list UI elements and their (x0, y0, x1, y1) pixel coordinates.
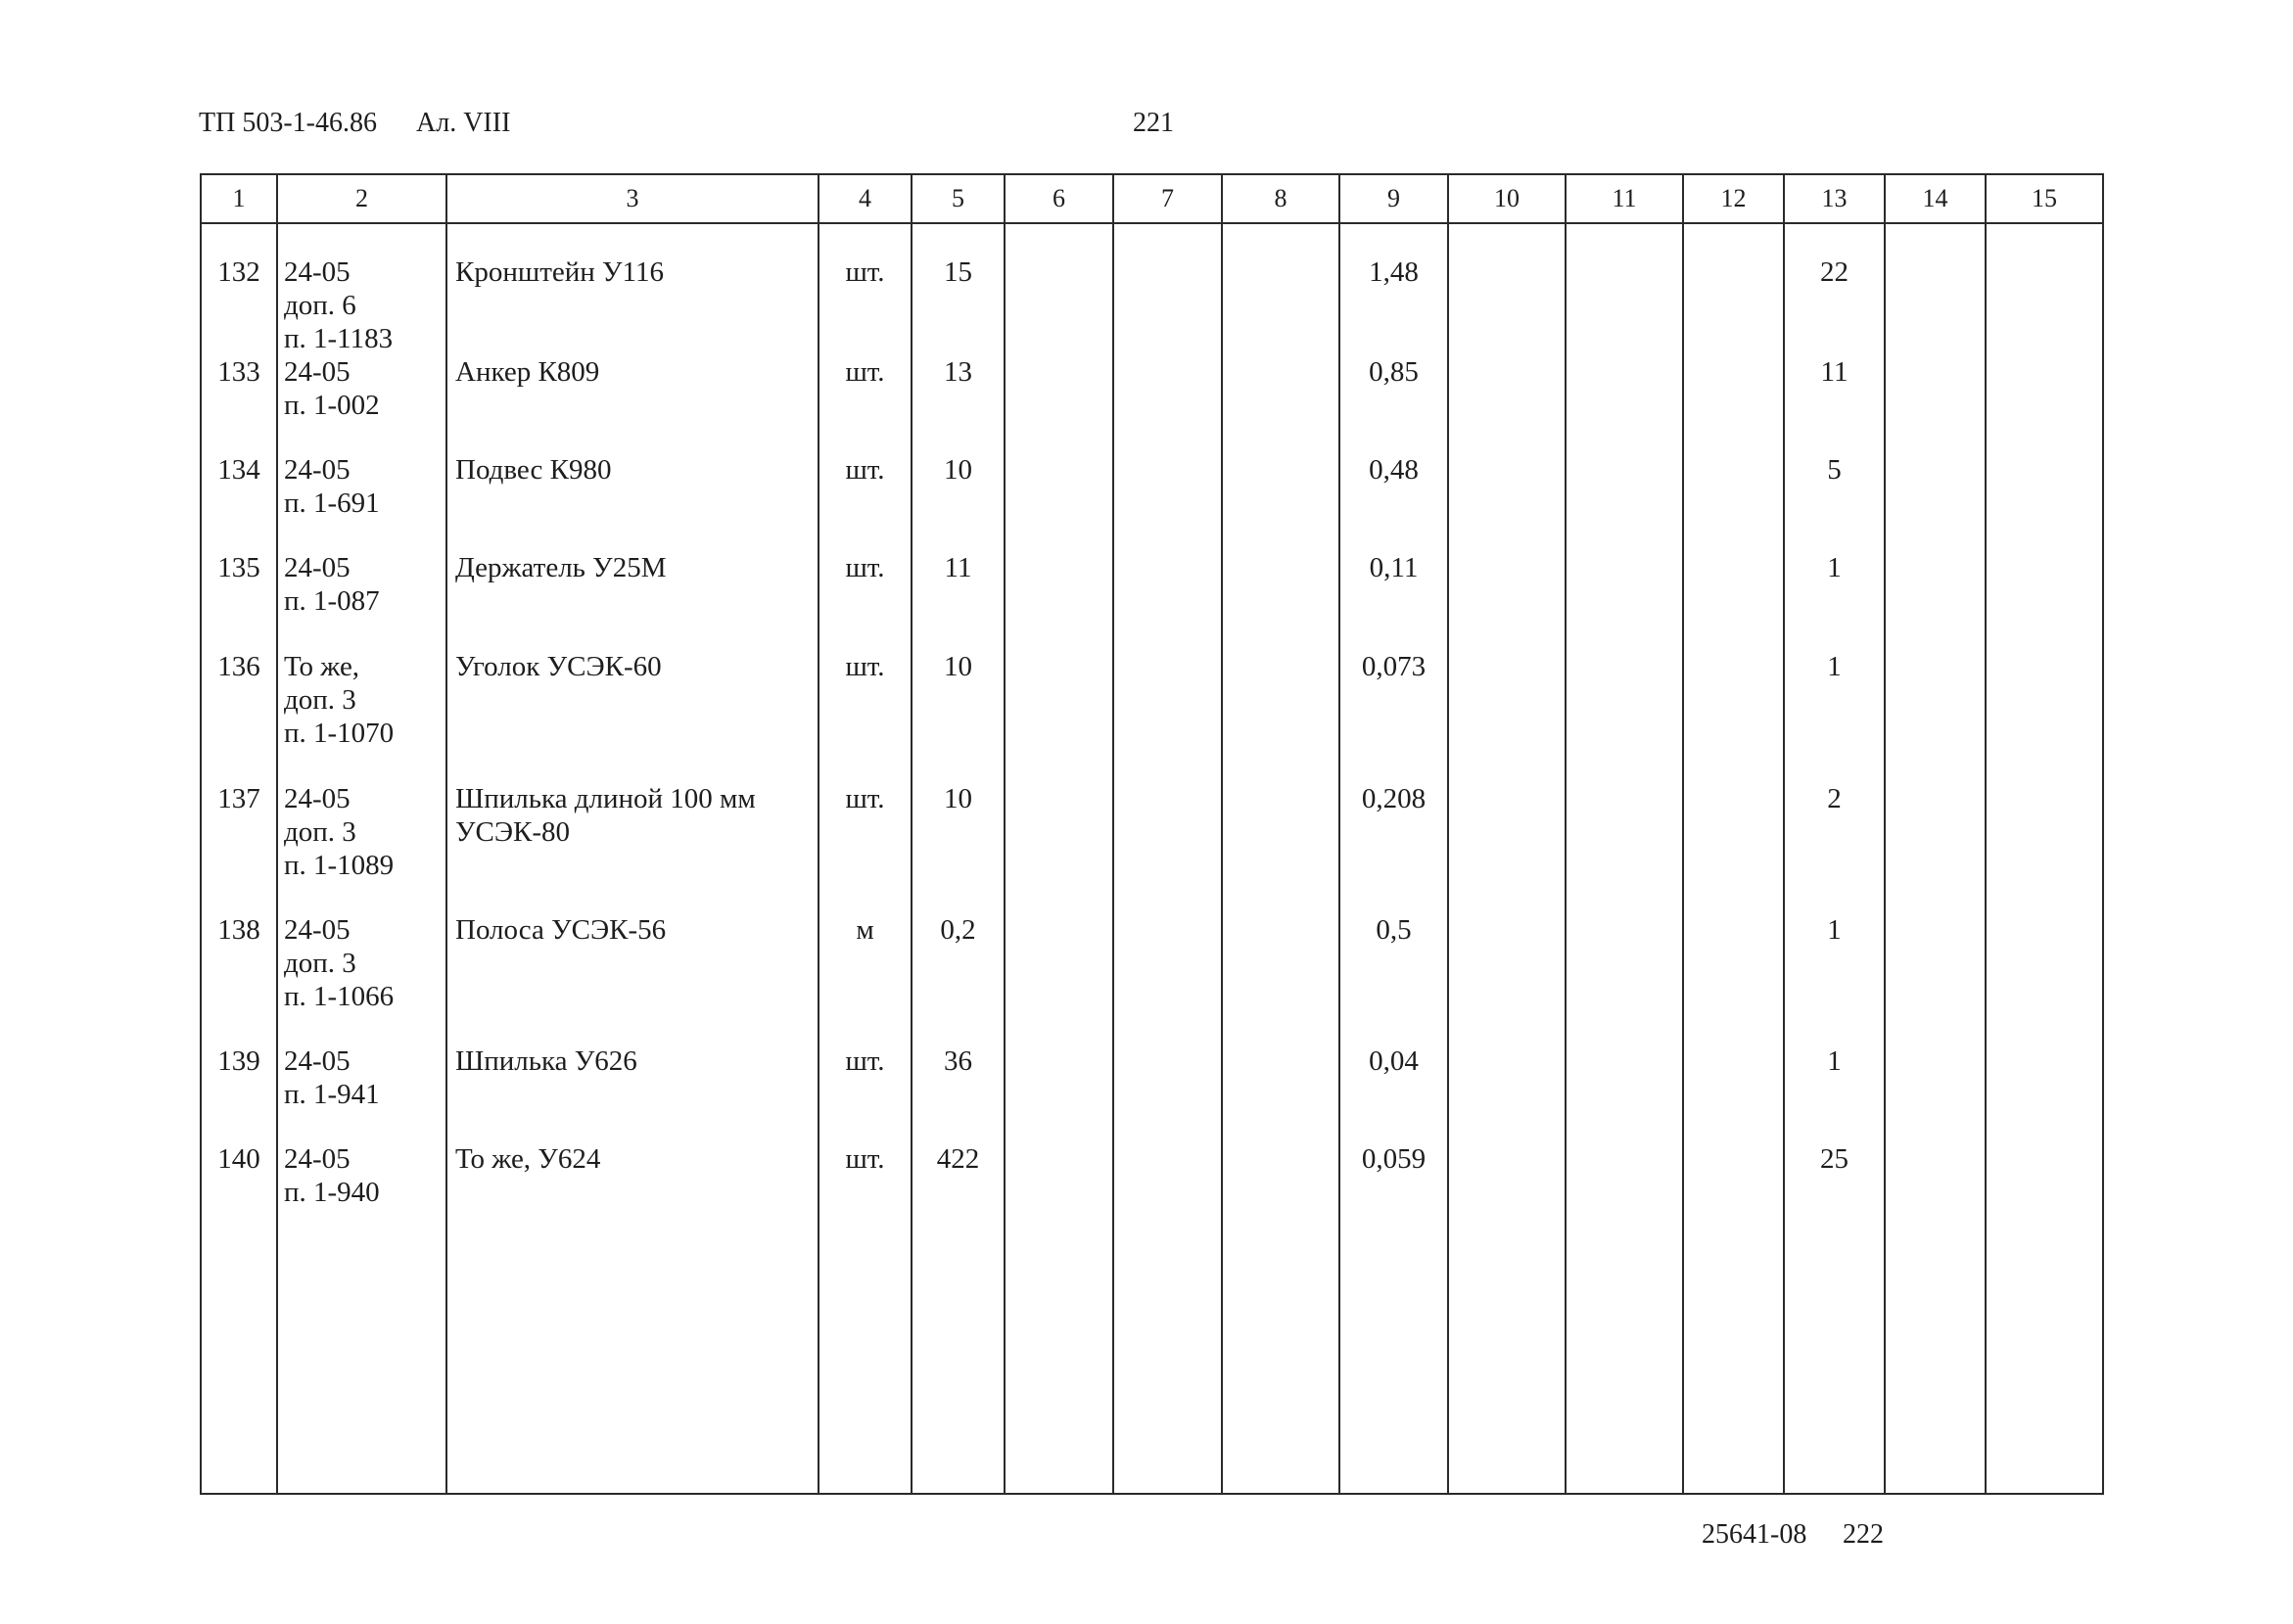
empty-cell (1448, 650, 1566, 782)
weight-cell: 0,208 (1339, 782, 1448, 913)
total-cell: 11 (1784, 355, 1885, 453)
table-row (201, 913, 2103, 1044)
empty-cell (1448, 223, 1566, 355)
reference-cell (277, 782, 446, 913)
unit-cell: шт. (819, 551, 912, 650)
empty-cell (1683, 650, 1784, 782)
item-number: 135 (201, 551, 277, 650)
reference-cell (277, 1044, 446, 1142)
empty-cell (1566, 913, 1683, 1044)
empty-cell (819, 1240, 912, 1494)
total-cell: 22 (1784, 223, 1885, 355)
empty-cell (1885, 1240, 1986, 1494)
total-cell: 1 (1784, 650, 1885, 782)
table-row (201, 1044, 2103, 1142)
reference-cell (277, 355, 446, 453)
column-header: 12 (1683, 174, 1784, 223)
cell-line: Уголок УСЭК-60 (455, 651, 662, 682)
cell-line: п. 1-941 (284, 1079, 380, 1110)
document-code: ТП 503-1-46.86 (199, 108, 377, 138)
cell-line: 24-05 (284, 454, 351, 486)
cell-line: п. 1-940 (284, 1177, 380, 1208)
empty-cell (1566, 650, 1683, 782)
unit-cell: шт. (819, 453, 912, 551)
unit-cell: м (819, 913, 912, 1044)
empty-cell (1222, 913, 1339, 1044)
unit-cell: шт. (819, 1142, 912, 1240)
empty-cell (1448, 453, 1566, 551)
quantity-cell: 10 (912, 650, 1005, 782)
item-number: 134 (201, 453, 277, 551)
table-row (201, 355, 2103, 453)
empty-cell (446, 1240, 819, 1494)
total-cell: 1 (1784, 913, 1885, 1044)
item-number: 132 (201, 223, 277, 355)
quantity-cell: 13 (912, 355, 1005, 453)
reference-cell (277, 223, 446, 355)
reference-cell (277, 551, 446, 650)
empty-cell (1113, 1240, 1222, 1494)
empty-cell (201, 1240, 277, 1494)
cell-line: Кронштейн У116 (455, 256, 664, 288)
cell-line: доп. 6 (284, 290, 356, 321)
item-number: 139 (201, 1044, 277, 1142)
item-name-cell (446, 355, 819, 453)
empty-cell (1885, 223, 1986, 355)
empty-cell (1448, 355, 1566, 453)
empty-cell (1986, 1240, 2103, 1494)
empty-cell (1683, 782, 1784, 913)
empty-cell (1113, 1142, 1222, 1240)
cell-line: доп. 3 (284, 816, 356, 848)
cell-line: 24-05 (284, 1045, 351, 1077)
column-header: 7 (1113, 174, 1222, 223)
cell-line: 24-05 (284, 552, 351, 583)
unit-cell: шт. (819, 650, 912, 782)
table-row (201, 551, 2103, 650)
cell-line: Полоса УСЭК-56 (455, 914, 667, 946)
table-row (201, 223, 2103, 355)
cell-line: доп. 3 (284, 948, 356, 979)
weight-cell: 0,073 (1339, 650, 1448, 782)
column-header: 6 (1005, 174, 1113, 223)
cell-line: 24-05 (284, 356, 351, 388)
empty-cell (1885, 355, 1986, 453)
cell-line: 24-05 (284, 914, 351, 946)
empty-cell (1566, 355, 1683, 453)
quantity-cell: 0,2 (912, 913, 1005, 1044)
empty-cell (277, 1240, 446, 1494)
empty-cell (1113, 355, 1222, 453)
empty-cell (1222, 551, 1339, 650)
table-row (201, 782, 2103, 913)
empty-cell (1222, 1044, 1339, 1142)
empty-cell (1222, 1240, 1339, 1494)
empty-cell (1005, 355, 1113, 453)
item-number: 140 (201, 1142, 277, 1240)
weight-cell: 0,11 (1339, 551, 1448, 650)
empty-cell (1683, 1240, 1784, 1494)
cell-line: 24-05 (284, 1143, 351, 1175)
item-number: 138 (201, 913, 277, 1044)
empty-cell (1448, 782, 1566, 913)
empty-cell (1885, 551, 1986, 650)
column-header: 2 (277, 174, 446, 223)
empty-cell (1683, 551, 1784, 650)
empty-cell (1113, 913, 1222, 1044)
unit-cell: шт. (819, 223, 912, 355)
empty-cell (1986, 453, 2103, 551)
empty-cell (1566, 1240, 1683, 1494)
cell-line: Подвес К980 (455, 454, 612, 486)
weight-cell: 0,04 (1339, 1044, 1448, 1142)
column-header: 15 (1986, 174, 2103, 223)
cell-line: п. 1-1066 (284, 981, 395, 1012)
item-name-cell (446, 913, 819, 1044)
quantity-cell: 10 (912, 782, 1005, 913)
weight-cell: 0,059 (1339, 1142, 1448, 1240)
empty-cell (912, 1240, 1005, 1494)
empty-cell (1005, 551, 1113, 650)
empty-cell (1005, 223, 1113, 355)
column-header: 9 (1339, 174, 1448, 223)
empty-cell (1566, 223, 1683, 355)
empty-cell (1222, 355, 1339, 453)
cell-line: п. 1-1183 (284, 323, 394, 354)
empty-cell (1005, 913, 1113, 1044)
empty-cell (1683, 355, 1784, 453)
cell-line: То же, (284, 651, 360, 682)
empty-cell (1885, 1142, 1986, 1240)
column-number-row (201, 174, 2103, 223)
column-header: 8 (1222, 174, 1339, 223)
unit-cell: шт. (819, 355, 912, 453)
empty-cell (1448, 1240, 1566, 1494)
empty-cell (1986, 650, 2103, 782)
empty-cell (1885, 453, 1986, 551)
empty-cell (1566, 1044, 1683, 1142)
column-header: 14 (1885, 174, 1986, 223)
empty-cell (1448, 913, 1566, 1044)
empty-cell (1683, 223, 1784, 355)
total-cell: 5 (1784, 453, 1885, 551)
empty-cell (1683, 1044, 1784, 1142)
table-row (201, 453, 2103, 551)
column-header: 10 (1448, 174, 1566, 223)
item-name-cell (446, 782, 819, 913)
quantity-cell: 10 (912, 453, 1005, 551)
empty-cell (1113, 551, 1222, 650)
empty-cell (1986, 913, 2103, 1044)
quantity-cell: 15 (912, 223, 1005, 355)
column-header: 3 (446, 174, 819, 223)
column-header: 1 (201, 174, 277, 223)
empty-cell (1448, 1044, 1566, 1142)
empty-cell (1222, 782, 1339, 913)
item-name-cell (446, 1044, 819, 1142)
empty-cell (1222, 223, 1339, 355)
item-name-cell (446, 1142, 819, 1240)
empty-cell (1113, 453, 1222, 551)
empty-cell (1222, 453, 1339, 551)
unit-cell: шт. (819, 782, 912, 913)
weight-cell: 0,48 (1339, 453, 1448, 551)
empty-cell (1885, 913, 1986, 1044)
cell-line: То же, У624 (455, 1143, 601, 1175)
total-cell: 25 (1784, 1142, 1885, 1240)
empty-cell (1005, 1142, 1113, 1240)
reference-cell (277, 453, 446, 551)
cell-line: Шпилька У626 (455, 1045, 637, 1077)
empty-cell (1986, 1044, 2103, 1142)
total-cell: 1 (1784, 1044, 1885, 1142)
weight-cell: 0,85 (1339, 355, 1448, 453)
empty-cell (1005, 782, 1113, 913)
column-header: 4 (819, 174, 912, 223)
item-number: 133 (201, 355, 277, 453)
reference-cell (277, 650, 446, 782)
empty-cell (1222, 1142, 1339, 1240)
table-row (201, 1142, 2103, 1240)
materials-table (200, 173, 2104, 1495)
cell-line: 24-05 (284, 256, 351, 288)
total-cell: 2 (1784, 782, 1885, 913)
weight-cell: 1,48 (1339, 223, 1448, 355)
empty-cell (1885, 650, 1986, 782)
column-header: 11 (1566, 174, 1683, 223)
empty-cell (1005, 453, 1113, 551)
empty-cell (1683, 913, 1784, 1044)
empty-cell (1986, 782, 2103, 913)
table-row (201, 650, 2103, 782)
empty-row (201, 1240, 2103, 1494)
empty-cell (1566, 782, 1683, 913)
footer-page-number: 222 (1843, 1519, 1884, 1550)
empty-cell (1566, 453, 1683, 551)
cell-line: п. 1-691 (284, 487, 380, 519)
quantity-cell: 422 (912, 1142, 1005, 1240)
cell-line: УСЭК-80 (455, 816, 571, 848)
total-cell: 1 (1784, 551, 1885, 650)
quantity-cell: 36 (912, 1044, 1005, 1142)
cell-line: Анкер К809 (455, 356, 600, 388)
cell-line: доп. 3 (284, 684, 356, 716)
empty-cell (1222, 650, 1339, 782)
column-header: 5 (912, 174, 1005, 223)
empty-cell (1113, 223, 1222, 355)
empty-cell (1885, 782, 1986, 913)
empty-cell (1784, 1240, 1885, 1494)
empty-cell (1005, 1240, 1113, 1494)
empty-cell (1566, 551, 1683, 650)
unit-cell: шт. (819, 1044, 912, 1142)
cell-line: п. 1-1070 (284, 718, 395, 749)
empty-cell (1005, 1044, 1113, 1142)
quantity-cell: 11 (912, 551, 1005, 650)
empty-cell (1683, 1142, 1784, 1240)
item-number: 136 (201, 650, 277, 782)
column-header: 13 (1784, 174, 1885, 223)
item-name-cell (446, 453, 819, 551)
footer-code: 25641-08 (1702, 1519, 1807, 1550)
reference-cell (277, 1142, 446, 1240)
album-label: Ал. VIII (416, 108, 511, 138)
item-name-cell (446, 223, 819, 355)
empty-cell (1448, 1142, 1566, 1240)
item-name-cell (446, 551, 819, 650)
empty-cell (1986, 1142, 2103, 1240)
page-number: 221 (1133, 108, 1174, 138)
empty-cell (1885, 1044, 1986, 1142)
item-number: 137 (201, 782, 277, 913)
cell-line: п. 1-1089 (284, 850, 395, 881)
item-name-cell (446, 650, 819, 782)
cell-line: Держатель У25М (455, 552, 667, 583)
empty-cell (1113, 650, 1222, 782)
empty-cell (1566, 1142, 1683, 1240)
empty-cell (1683, 453, 1784, 551)
empty-cell (1986, 551, 2103, 650)
empty-cell (1113, 1044, 1222, 1142)
weight-cell: 0,5 (1339, 913, 1448, 1044)
cell-line: Шпилька длиной 100 мм (455, 783, 756, 814)
empty-cell (1339, 1240, 1448, 1494)
empty-cell (1448, 551, 1566, 650)
empty-cell (1005, 650, 1113, 782)
cell-line: 24-05 (284, 783, 351, 814)
empty-cell (1113, 782, 1222, 913)
reference-cell (277, 913, 446, 1044)
cell-line: п. 1-002 (284, 390, 380, 421)
empty-cell (1986, 355, 2103, 453)
cell-line: п. 1-087 (284, 585, 380, 617)
empty-cell (1986, 223, 2103, 355)
